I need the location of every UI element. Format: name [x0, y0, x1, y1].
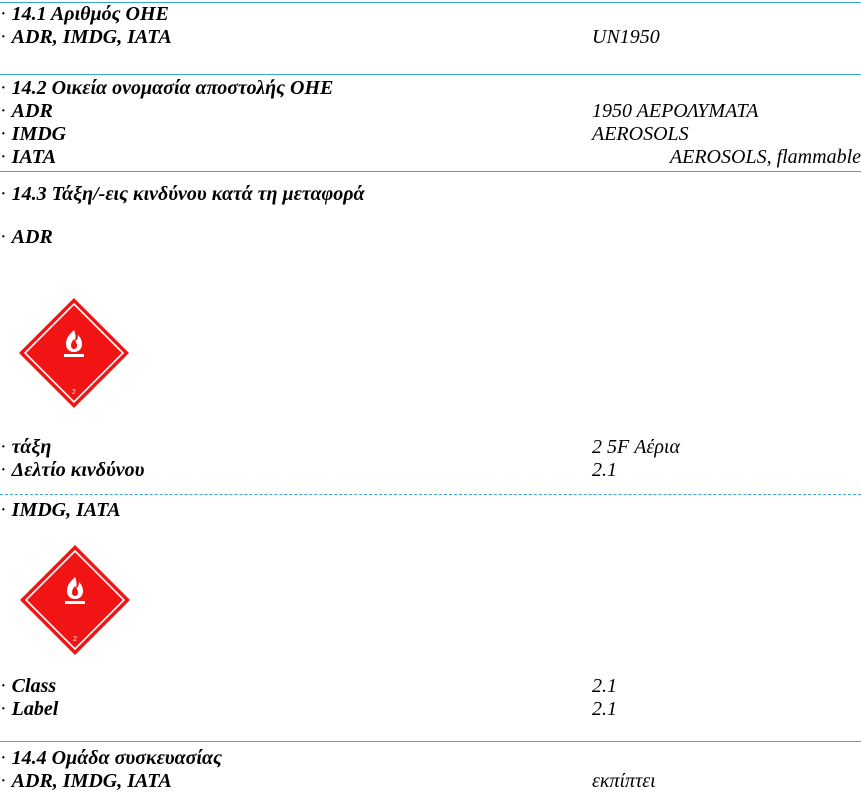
subheading-imdg-iata: · IMDG, IATA [0, 499, 121, 521]
subheading-adr: · ADR [0, 226, 53, 248]
placard-class-number: 2 [72, 389, 76, 396]
hazard-placard-imdg-iata [19, 544, 131, 656]
value-label-imdg-iata: 2.1 [592, 698, 617, 720]
row-class-adr: · τάξη 2 5F Αέρια [0, 436, 680, 458]
value-hazard-label-adr: 2.1 [592, 459, 617, 481]
row-shipping-name-imdg: · IMDG AEROSOLS [0, 123, 689, 145]
value-shipping-name-adr: 1950 ΑΕΡΟΛΥΜΑΤΑ [592, 100, 759, 122]
row-class-imdg-iata: · Class 2.1 [0, 675, 617, 697]
value-class-imdg-iata: 2.1 [592, 675, 617, 697]
row-hazard-label-adr: · Δελτίο κινδύνου 2.1 [0, 459, 617, 481]
section-divider [0, 171, 861, 172]
row-shipping-name-adr: · ADR 1950 ΑΕΡΟΛΥΜΑΤΑ [0, 100, 759, 122]
value-shipping-name-iata: AEROSOLS, flammable [669, 146, 861, 168]
section-heading-14-2: · 14.2 Οικεία ονομασία αποστολής ΟΗΕ [0, 77, 334, 99]
value-un-number: UN1950 [592, 26, 660, 48]
section-heading-14-3: · 14.3 Τάξη/-εις κινδύνου κατά τη μεταφορά [0, 183, 365, 205]
value-packing-group: εκπίπτει [592, 770, 656, 792]
row-un-number: · ADR, IMDG, IATA UN1950 [0, 26, 660, 48]
subsection-divider [0, 494, 861, 495]
row-packing-group: · ADR, IMDG, IATA εκπίπτει [0, 770, 656, 792]
section-divider [0, 741, 861, 742]
section-heading-14-4: · 14.4 Ομάδα συσκευασίας [0, 747, 222, 769]
value-shipping-name-imdg: AEROSOLS [592, 123, 689, 145]
placard-class-number: 2 [73, 636, 77, 643]
section-divider [0, 74, 861, 75]
hazard-placard-adr [18, 297, 130, 409]
row-label-imdg-iata: · Label 2.1 [0, 698, 617, 720]
value-class-adr: 2 5F Αέρια [592, 436, 680, 458]
section-heading-14-1: · 14.1 Αριθμός ΟΗΕ [0, 3, 169, 25]
row-shipping-name-iata: · IATA AEROSOLS, flammable [0, 146, 861, 168]
